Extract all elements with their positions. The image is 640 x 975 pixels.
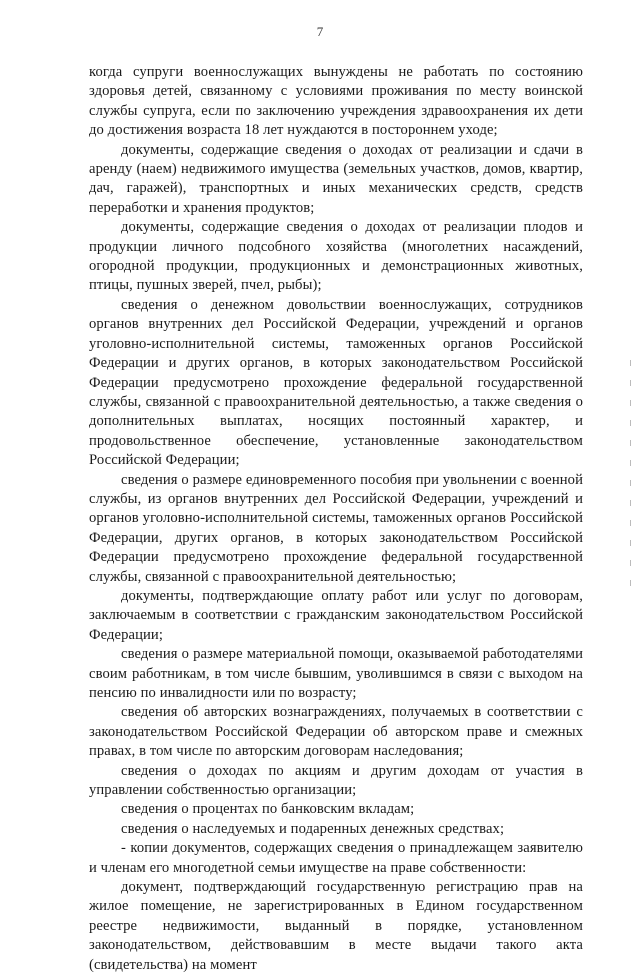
page-number: 7 bbox=[316, 24, 324, 39]
scan-mark bbox=[630, 440, 631, 446]
document-body bbox=[89, 63, 583, 975]
scan-mark bbox=[630, 400, 631, 406]
paragraph-3: документы, содержащие сведения о доходах от реализации плодов и продукции личного подсобного хозяйства (многолетних насаждений, огородной продукции, продукционных и демонстрационных животных, птицы, пушных зверей, пчел, рыбы); bbox=[89, 219, 583, 294]
scan-mark bbox=[630, 580, 631, 586]
paragraph-1: когда супруги военнослужащих вынуждены не работать по состоянию здоровья детей, связанному с условиями проживания по месту воинской службы супруга, если по заключению учреждения здравоохранения их дети до достижения возраста 18 лет нуждаются в постороннем уходе; bbox=[89, 64, 583, 139]
paragraph-9: сведения о доходах по акциям и другим доходам от участия в управлении собственностью организации; bbox=[89, 762, 583, 799]
paragraph-10: сведения о процентах по банковским вкладам; bbox=[121, 801, 415, 818]
paragraph-8: сведения об авторских вознаграждениях, получаемых в соответствии с законодательством Российской Федерации об авторском праве и смежных правах, в том числе по авторским договорам наследования; bbox=[89, 704, 583, 760]
paragraph-11: сведения о наследуемых и подаренных денежных средствах; bbox=[121, 820, 505, 837]
scan-mark bbox=[630, 360, 631, 366]
scan-mark bbox=[630, 460, 631, 466]
paragraph-2: документы, содержащие сведения о доходах от реализации и сдачи в аренду (наем) недвижимого имущества (земельных участков, домов, квартир, дач, гаражей), транспортных и иных механических средств, средств переработки и хранения продуктов; bbox=[89, 141, 583, 216]
paragraph-4: сведения о денежном довольствии военнослужащих, сотрудников органов внутренних дел Российской Федерации, учреждений и органов уголовно-исполнительной системы, таможенных органов Российской Федерации и других органов, в которых законодательством Российской Федерации предусмотрено прохождение федеральной государственной службы, связанной с правоохранительной деятельностью, а также сведения о дополнительных выплатах, носящих постоянный характер, и продовольственное обеспечение, установленные законодательством Российской Федерации; bbox=[89, 296, 583, 469]
scan-mark bbox=[630, 540, 631, 546]
paragraph-6: документы, подтверждающие оплату работ или услуг по договорам, заключаемым в соответствии с гражданским законодательством Российской Федерации; bbox=[89, 587, 583, 643]
scan-mark bbox=[630, 520, 631, 526]
scan-mark bbox=[630, 500, 631, 506]
scan-mark bbox=[630, 560, 631, 566]
paragraph-12: - копии документов, содержащих сведения о принадлежащем заявителю и членам его многодетной семьи имуществе на праве собственности: bbox=[89, 840, 583, 876]
paragraph-7: сведения о размере материальной помощи, оказываемой работодателями своим работникам, в том числе бывшим, уволившимся в связи с выходом на пенсию по инвалидности или по возрасту; bbox=[89, 646, 583, 701]
scan-margin-marks bbox=[628, 360, 632, 620]
paragraph-13: документ, подтверждающий государственную регистрацию прав на жилое помещение, не зарегистрированных в Едином государственном реестре недвижимости, выданный в порядке, установленном законодательством, действовавшим в месте выдачи такого акта (свидетельства) на момент bbox=[89, 879, 583, 973]
paragraph-5: сведения о размере единовременного пособия при увольнении с военной службы, из органов внутренних дел Российской Федерации, учреждений и органов уголовно-исполнительной системы, таможенных органов Российской Федерации, других органов, в которых законодательством Российской Федерации предусмотрено прохождение федеральной государственной службы, связанной с правоохранительной деятельностью; bbox=[89, 471, 583, 585]
scan-mark bbox=[630, 480, 631, 486]
scan-mark bbox=[630, 380, 631, 386]
scan-mark bbox=[630, 420, 631, 426]
